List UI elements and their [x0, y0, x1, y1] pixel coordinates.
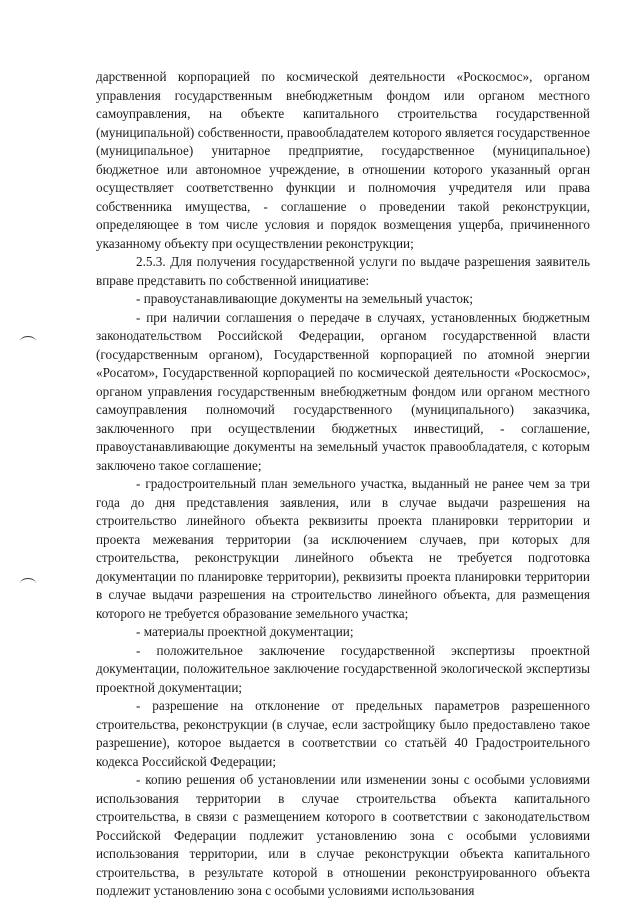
list-item-project-materials: - материалы проектной документации;	[136, 624, 354, 639]
punch-hole-mark	[20, 578, 36, 589]
list-item-expertise: - положительное заключение государственной экспертизы проектной документации, положительное заключение государственной экологической экспертизы проектной документации;	[96, 642, 590, 695]
paragraph-2-5-3: 2.5.3. Для получения государственной услуги по выдаче разрешения заявитель вправе представить по собственной инициативе:	[96, 254, 590, 288]
document-body	[96, 68, 590, 901]
paragraph-continuation: дарственной корпорацией по космической деятельности «Роскосмос», органом управления государственным внебюджетным фондом или органом местного самоуправления, на объекте капитального строительства государственной (муниципальной) собственности, правообладателем которого является государственное (муниципальное) унитарное предприятие, государственное (муниципальное) бюджетное или автономное учреждение, в отношении которого указанный орган осуществляет соответственно функции и полномочия учредителя или права собственника имущества, - соглашение о проведении такой реконструкции, определяющее в том числе условия и порядок возмещения ущерба, причиненного указанному объекту при осуществлении реконструкции;	[96, 69, 590, 251]
list-item-agreement: - при наличии соглашения о передаче в случаях, установленных бюджетным законодательством Российской Федерации, органом государственной власти (государственным органом), Государственной корпорацией по атомной энергии «Росатом», Государственной корпорацией по космической деятельности «Роскосмос», органом управления государственным внебюджетным фондом или органом местного самоуправления полномочий государственного (муниципального) заказчика, заключенного при осуществлении бюджетных инвестиций, - соглашение, правоустанавливающие документы на земельный участок правообладателя, с которым заключено такое соглашение;	[96, 309, 590, 473]
list-item-urban-plan: - градостроительный план земельного участка, выданный не ранее чем за три года до дня представления заявления, или в случае выдачи разрешения на строительство линейного объекта реквизиты проекта планировки территории и проекта межевания территории (за исключением случаев, при которых для строительства, реконструкции линейного объекта не требуется подготовка документации по планировке территории), реквизиты проекта планировки территории в случае выдачи разрешения на строительство линейного объекта, для размещения которого не требуется образование земельного участка;	[96, 476, 590, 621]
list-item-title-documents: - правоустанавливающие документы на земельный участок;	[136, 291, 474, 306]
list-item-zone-decision: - копию решения об установлении или изменении зоны с особыми условиями использования территории в случае строительства объекта капитального строительства, в связи с размещением которого в соответствии с законодательством Российской Федерации подлежит установлению зона с особыми условиями использования территории, или в случае реконструкции объекта капитального строительства, в результате которой в отношении реконструированного объекта подлежит установлению зона с особыми условиями использования	[96, 772, 590, 898]
punch-hole-mark	[20, 336, 36, 347]
list-item-deviation-permit: - разрешение на отклонение от предельных параметров разрешенного строительства, реконструкции (в случае, если застройщику было предоставлено такое разрешение), которое выдается в соответствии со статьёй 40 Градостроительного кодекса Российской Федерации;	[96, 698, 590, 769]
